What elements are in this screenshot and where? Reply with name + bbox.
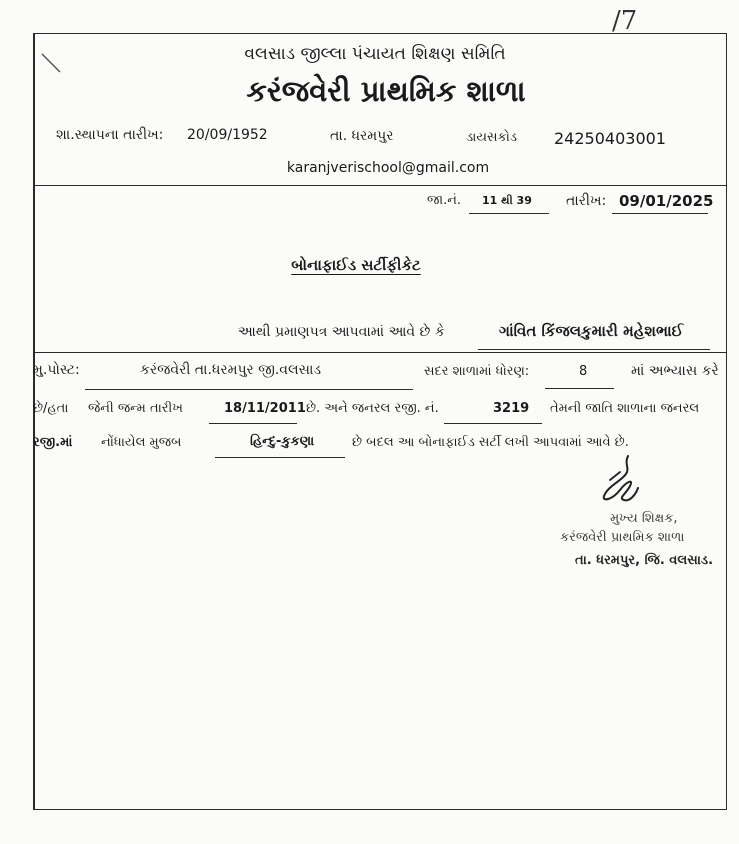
address-label: મુ.પોસ્ટ: bbox=[33, 362, 80, 378]
dob-value: 18/11/2011 bbox=[224, 401, 306, 416]
signatory-role: મુખ્ય શિક્ષક, bbox=[610, 511, 678, 526]
school-name: કરંજવેરી પ્રાથમિક શાળા bbox=[246, 74, 526, 108]
student-name: ગાંવિત કિંજલકુમારી મહેશભાઈ bbox=[499, 322, 684, 340]
signatory-place: તા. ધરમપુર, જિ. વલસાડ. bbox=[575, 553, 714, 568]
dise-code: 24250403001 bbox=[554, 129, 666, 148]
address-underline bbox=[85, 389, 413, 390]
ref-date-underline bbox=[612, 213, 708, 214]
certificate-intro: આથી પ્રમાણપત્ર આપવામાં આવે છે કે bbox=[238, 324, 445, 340]
established-date: 20/09/1952 bbox=[187, 127, 268, 143]
principal-signature bbox=[590, 450, 650, 510]
student-name-underline bbox=[478, 349, 710, 350]
pen-stroke-mark bbox=[40, 52, 64, 76]
caste-label: તેમની જાતિ શાળાના જનરલ bbox=[550, 401, 700, 416]
gr-label: છે. અને જનરલ રજી. નં. bbox=[306, 401, 439, 416]
committee-heading: વલસાડ જીલ્લા પંચાયત શિક્ષણ સમિતિ bbox=[244, 44, 506, 64]
gr-number: 3219 bbox=[493, 401, 530, 416]
caste-value: હિન્દુ-કુકણા bbox=[250, 434, 315, 449]
dob-label: જેની જન્મ તારીખ bbox=[88, 401, 183, 416]
dob-underline bbox=[209, 423, 297, 424]
document-border bbox=[33, 33, 727, 810]
caste-underline bbox=[215, 457, 345, 458]
student-address: કરંજવેરી તા.ધરમપુર જી.વલસાડ bbox=[140, 362, 322, 378]
gr-number-underline bbox=[444, 423, 542, 424]
as-recorded-label: નોંધાયેલ મુજબ bbox=[101, 435, 182, 450]
standard-value: 8 bbox=[579, 364, 588, 379]
school-email: karanjverischool@gmail.com bbox=[286, 160, 490, 176]
header-divider bbox=[33, 185, 726, 186]
signatory-school: કરંજવેરી પ્રાથમિક શાળા bbox=[560, 530, 685, 545]
standard-label: સદર શાળામાં ધોરણ: bbox=[424, 364, 530, 379]
studying-text: માં અભ્યાસ કરે bbox=[631, 363, 719, 379]
ref-date-label: તારીખ: bbox=[566, 193, 607, 209]
outward-number-label: જા.નં. bbox=[427, 193, 462, 208]
certificate-title: બોનાફાઈડ સર્ટીફીકેટ bbox=[291, 256, 421, 274]
was-label: છે/હતા bbox=[33, 401, 69, 416]
established-label: શા.સ્થાપના તારીખ: bbox=[56, 127, 164, 143]
register-label: રજી.માં bbox=[33, 435, 73, 450]
taluka-label: તા. ધરમપુર bbox=[330, 128, 394, 144]
outward-number-underline bbox=[469, 213, 549, 214]
page-number-mark: /7 bbox=[612, 6, 638, 36]
standard-underline bbox=[545, 388, 614, 389]
body-divider bbox=[33, 352, 726, 353]
outward-number: 11 થી 39 bbox=[482, 194, 532, 207]
dise-label: ડાયસકોડ bbox=[466, 130, 518, 145]
ref-date: 09/01/2025 bbox=[619, 192, 714, 210]
closing-text: છે બદલ આ બોનાફાઈડ સર્ટી લખી આપવામાં આવે છે. bbox=[352, 435, 629, 450]
